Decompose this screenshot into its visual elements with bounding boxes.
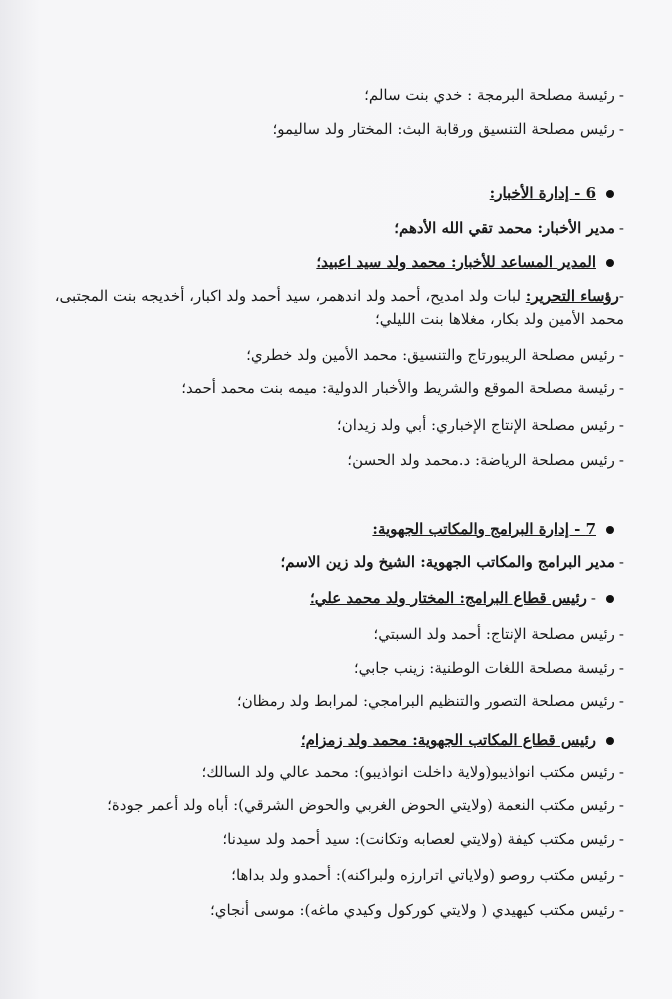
dash-marker: - [618, 287, 624, 305]
bullet-icon [606, 526, 614, 534]
heading-text: 6 - إدارة الأخبار: [489, 184, 596, 202]
line-text: رئيس مكتب كيهيدي ( ولايتي كوركول وكيدي ماغه): موسى أنجاي؛ [209, 901, 615, 919]
line-text: رئيس مصلحة التصور والتنظيم البرامجي: لمرابط ولد رمظان؛ [236, 692, 615, 710]
text-line [364, 84, 624, 106]
offices-head-line [301, 729, 614, 751]
line-text: رئيس مصلحة الإنتاج الإخباري: أبي ولد زيدان؛ [336, 416, 615, 434]
line-text: رئيس مكتب انواذيبو(ولاية داخلت انواذيبو): محمد عالي ولد السالك؛ [201, 763, 615, 781]
text-line [354, 657, 624, 679]
line-text: رئيس مصلحة الإنتاج: أحمد ولد السبتي؛ [373, 625, 615, 643]
line-text: رئيس مكتب روصو (ولاياتي اترارزه ولبراكنه): أحمدو ولد بداها؛ [231, 866, 615, 884]
line-text: رئيسة مصلحة البرمجة : خدي بنت سالم؛ [364, 86, 615, 104]
text-line [373, 623, 624, 645]
text-line [273, 118, 625, 140]
text-line [280, 551, 624, 573]
text-line [181, 377, 624, 399]
dash-marker: - [618, 901, 624, 919]
dash-marker: - [618, 120, 624, 138]
text-line [337, 414, 624, 436]
heading-text: 7 - إدارة البرامج والمكاتب الجهوية: [372, 520, 596, 538]
editors-paragraph [44, 285, 624, 331]
editors-label: رؤساء التحرير: [525, 287, 619, 305]
section-7-heading [372, 518, 614, 540]
dash-marker: - [618, 451, 624, 469]
bullet-icon [606, 737, 614, 745]
dash-marker: - [618, 692, 624, 710]
text-line [394, 217, 624, 239]
dash-marker: - [618, 796, 624, 814]
programs-head-line [310, 587, 614, 609]
text-line [347, 449, 624, 471]
line-text: رئيس مصلحة التنسيق ورقابة البث: المختار ولد ساليمو؛ [272, 120, 615, 138]
text-line [237, 690, 624, 712]
dash-marker: - [618, 379, 624, 397]
text-line [231, 864, 624, 886]
assistant-director-line [316, 251, 614, 273]
line-text: رئيسة مصلحة الموقع والشريط والأخبار الدولية: ميمه بنت محمد أحمد؛ [181, 379, 615, 397]
bullet-icon [606, 595, 614, 603]
bullet-icon [606, 259, 614, 267]
dash-marker: - [618, 416, 624, 434]
dash-marker: - [618, 219, 624, 237]
dash-marker: - [618, 553, 624, 571]
dash-marker: - [618, 346, 624, 364]
dash-marker: - [618, 866, 624, 884]
dash-marker: - [618, 763, 624, 781]
dash-marker: - [590, 589, 596, 607]
line-text: رئيس قطاع المكاتب الجهوية: محمد ولد زمزام؛ [300, 731, 596, 749]
dash-marker: - [618, 830, 624, 848]
line-text: رئيس مكتب النعمة (ولايتي الحوض الغربي والحوض الشرقي): أباه ولد أعمر جودة؛ [107, 796, 615, 814]
text-line [222, 828, 624, 850]
text-line [246, 344, 624, 366]
line-text: رئيسة مصلحة اللغات الوطنية: زينب جابي؛ [353, 659, 615, 677]
text-line [210, 899, 624, 921]
text-line [202, 761, 624, 783]
line-text: رئيس مكتب كيفة (ولايتي لعصابه وتكانت): سيد أحمد ولد سيدنا؛ [222, 830, 615, 848]
line-text: رئيس مصلحة الرياضة: د.محمد ولد الحسن؛ [347, 451, 615, 469]
dash-marker: - [618, 625, 624, 643]
line-text: رئيس قطاع البرامج: المختار ولد محمد علي؛ [309, 589, 587, 607]
line-text: المدير المساعد للأخبار: محمد ولد سيد اعبيد؛ [316, 253, 596, 271]
text-line [107, 794, 624, 816]
line-text: مدير البرامج والمكاتب الجهوية: الشيخ ولد زين الاسم؛ [280, 553, 615, 571]
bullet-icon [606, 190, 614, 198]
dash-marker: - [618, 86, 624, 104]
line-text: رئيس مصلحة الريبورتاج والتنسيق: محمد الأمين ولد خطري؛ [246, 346, 615, 364]
section-6-heading [490, 182, 614, 204]
line-text: مدير الأخبار: محمد تقي الله الأدهم؛ [394, 219, 615, 237]
dash-marker: - [618, 659, 624, 677]
editors-text: لبات ولد امديح، أحمد ولد اندهمر، سيد أحمد ولد اكبار، أخديجه بنت المجتبى، محمد الأمين ولد بكار، مغلاها بنت الليلي؛ [54, 287, 624, 328]
